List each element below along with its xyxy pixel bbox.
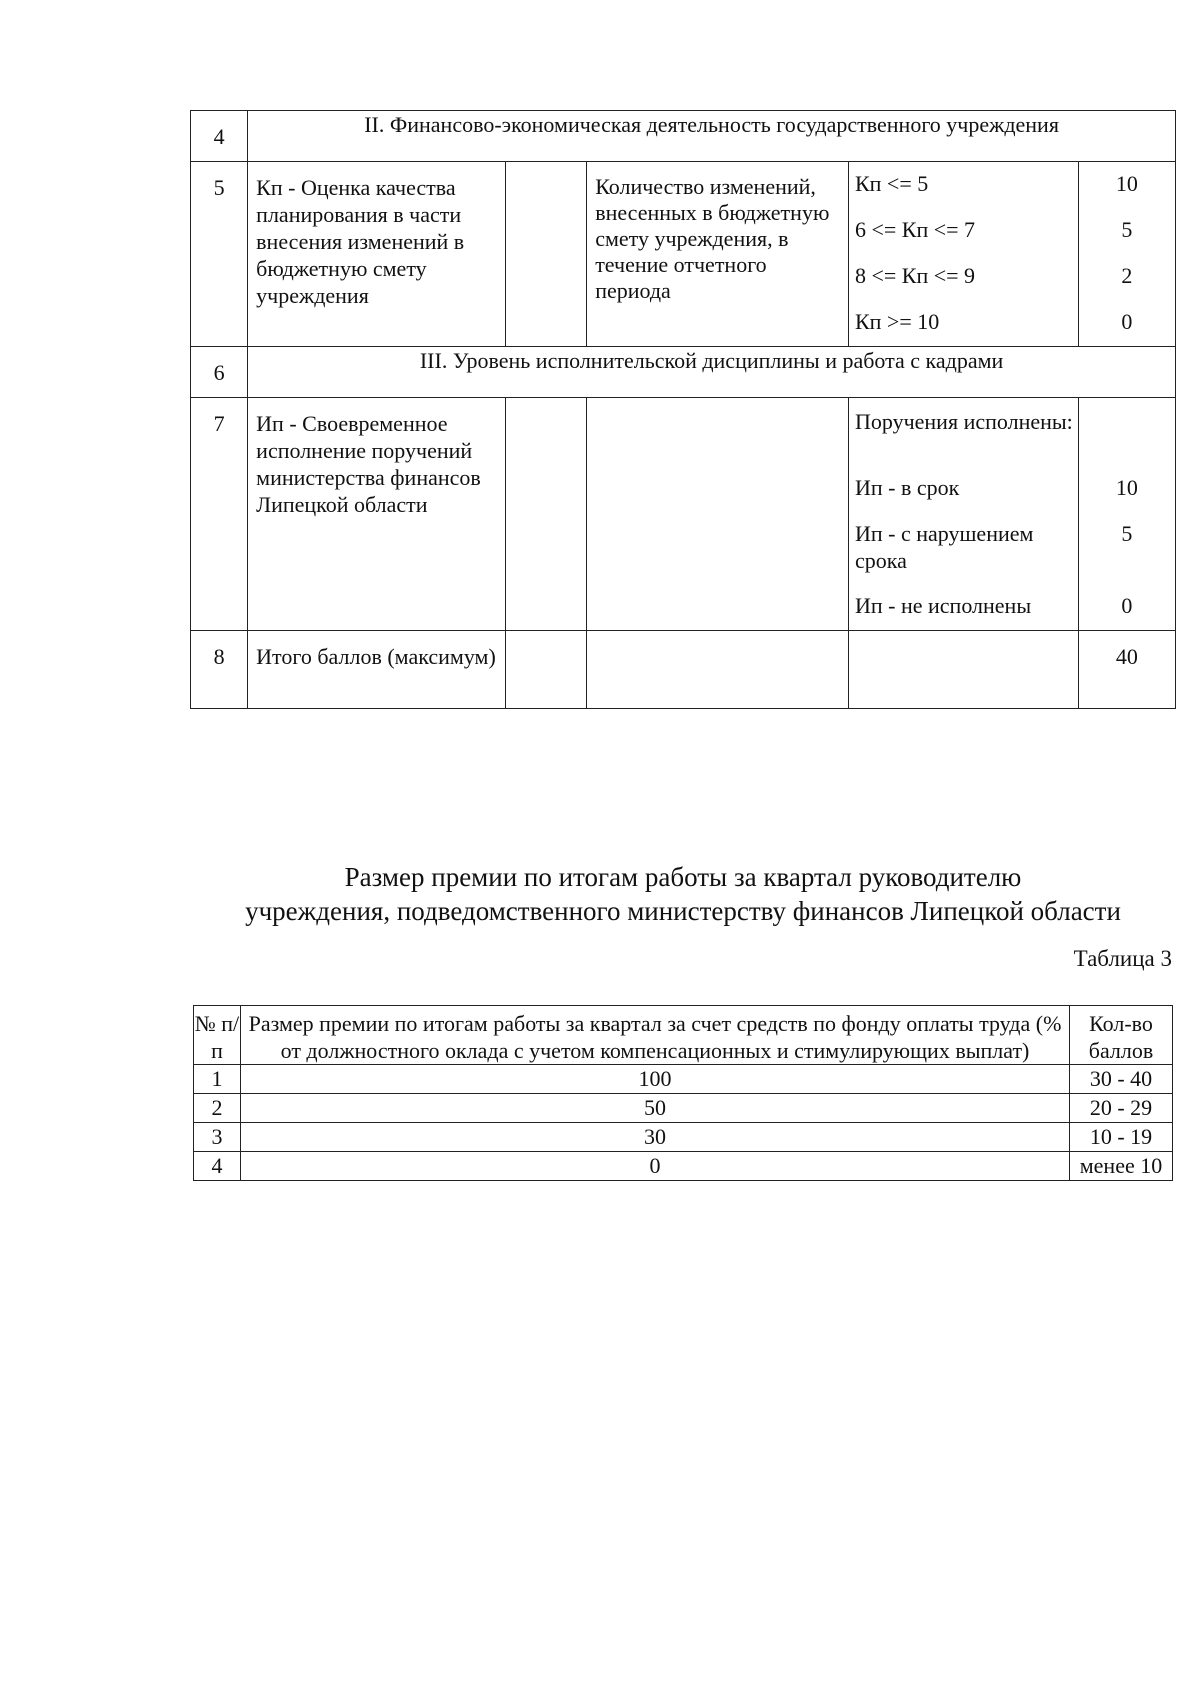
row-number: 6 bbox=[191, 347, 248, 398]
condition-text: Ип - не исполнены bbox=[854, 593, 1032, 618]
score-value: 10 bbox=[1115, 171, 1138, 196]
condition-text: 6 <= Кп <= 7 bbox=[854, 217, 976, 242]
row-score: менее 10 bbox=[1070, 1152, 1173, 1181]
total-score: 40 bbox=[1115, 644, 1138, 669]
condition-intro: Поручения исполнены: bbox=[854, 409, 1073, 434]
row-percent: 0 bbox=[241, 1152, 1070, 1181]
score-value: 5 bbox=[1121, 521, 1133, 546]
criteria-row-8 bbox=[191, 631, 1176, 709]
bonus-table-header bbox=[194, 1006, 1173, 1065]
condition-text: Кп <= 5 bbox=[854, 171, 929, 196]
table-row bbox=[194, 1094, 1173, 1123]
criteria-table bbox=[190, 110, 1176, 709]
row-number: 8 bbox=[213, 644, 225, 669]
table-label: Таблица 3 bbox=[1073, 946, 1172, 971]
bonus-table bbox=[193, 1005, 1173, 1181]
row-number: 4 bbox=[191, 111, 248, 162]
row-percent: 100 bbox=[241, 1065, 1070, 1094]
row-num: 4 bbox=[194, 1152, 241, 1181]
empty-cell bbox=[587, 631, 849, 709]
heading-line-1: Размер премии по итогам работы за квартал руководителю bbox=[344, 862, 1022, 892]
criterion-name: Итого баллов (максимум) bbox=[256, 644, 496, 669]
empty-cell bbox=[505, 162, 586, 347]
score-value: 5 bbox=[1121, 217, 1133, 242]
section-row-3 bbox=[191, 347, 1176, 398]
score-value: 0 bbox=[1121, 593, 1133, 618]
row-percent: 50 bbox=[241, 1094, 1070, 1123]
table-row bbox=[194, 1152, 1173, 1181]
row-num: 3 bbox=[194, 1123, 241, 1152]
row-score: 10 - 19 bbox=[1070, 1123, 1173, 1152]
row-percent: 30 bbox=[241, 1123, 1070, 1152]
row-number: 5 bbox=[213, 175, 225, 200]
header-num: № п/п bbox=[194, 1006, 241, 1065]
score-value: 2 bbox=[1121, 263, 1133, 288]
empty-cell bbox=[505, 398, 586, 631]
score-value: 10 bbox=[1115, 475, 1138, 500]
header-percent: Размер премии по итогам работы за квартал за счет средств по фонду оплаты труда (% от должностного оклада с учетом компенсационных и стимулирующих выплат) bbox=[241, 1006, 1070, 1065]
table-row bbox=[194, 1065, 1173, 1094]
criterion-name: Ип - Своевременное исполнение поручений министерства финансов Липецкой области bbox=[256, 411, 481, 517]
section-title: III. Уровень исполнительской дисциплины и работа с кадрами bbox=[248, 347, 1176, 398]
row-score: 20 - 29 bbox=[1070, 1094, 1173, 1123]
section-row-2 bbox=[191, 111, 1176, 162]
condition-text: Ип - с нарушением срока bbox=[854, 521, 1034, 573]
table-row bbox=[194, 1123, 1173, 1152]
empty-cell bbox=[505, 631, 586, 709]
section-title: II. Финансово-экономическая деятельность государственного учреждения bbox=[248, 111, 1176, 162]
condition-text: 8 <= Кп <= 9 bbox=[854, 263, 976, 288]
criteria-row-7 bbox=[191, 398, 1176, 631]
row-number: 7 bbox=[213, 411, 225, 436]
condition-text: Кп >= 10 bbox=[854, 309, 940, 334]
row-score: 30 - 40 bbox=[1070, 1065, 1173, 1094]
empty-cell bbox=[848, 631, 1078, 709]
criteria-row-5 bbox=[191, 162, 1176, 347]
criterion-name: Кп - Оценка качества планирования в части внесения изменений в бюджетную смету учреждения bbox=[256, 175, 465, 308]
condition-text: Ип - в срок bbox=[854, 475, 960, 500]
row-num: 2 bbox=[194, 1094, 241, 1123]
empty-cell bbox=[587, 398, 849, 631]
score-spacer bbox=[1079, 408, 1175, 474]
header-score: Кол-во баллов bbox=[1070, 1006, 1173, 1065]
row-num: 1 bbox=[194, 1065, 241, 1094]
score-value: 0 bbox=[1121, 309, 1133, 334]
criterion-description: Количество изменений, внесенных в бюджетную смету учреждения, в течение отчетного периода bbox=[595, 174, 830, 303]
heading-line-2: учреждения, подведомственного министерству финансов Липецкой области bbox=[245, 896, 1121, 926]
bonus-heading bbox=[190, 860, 1176, 928]
